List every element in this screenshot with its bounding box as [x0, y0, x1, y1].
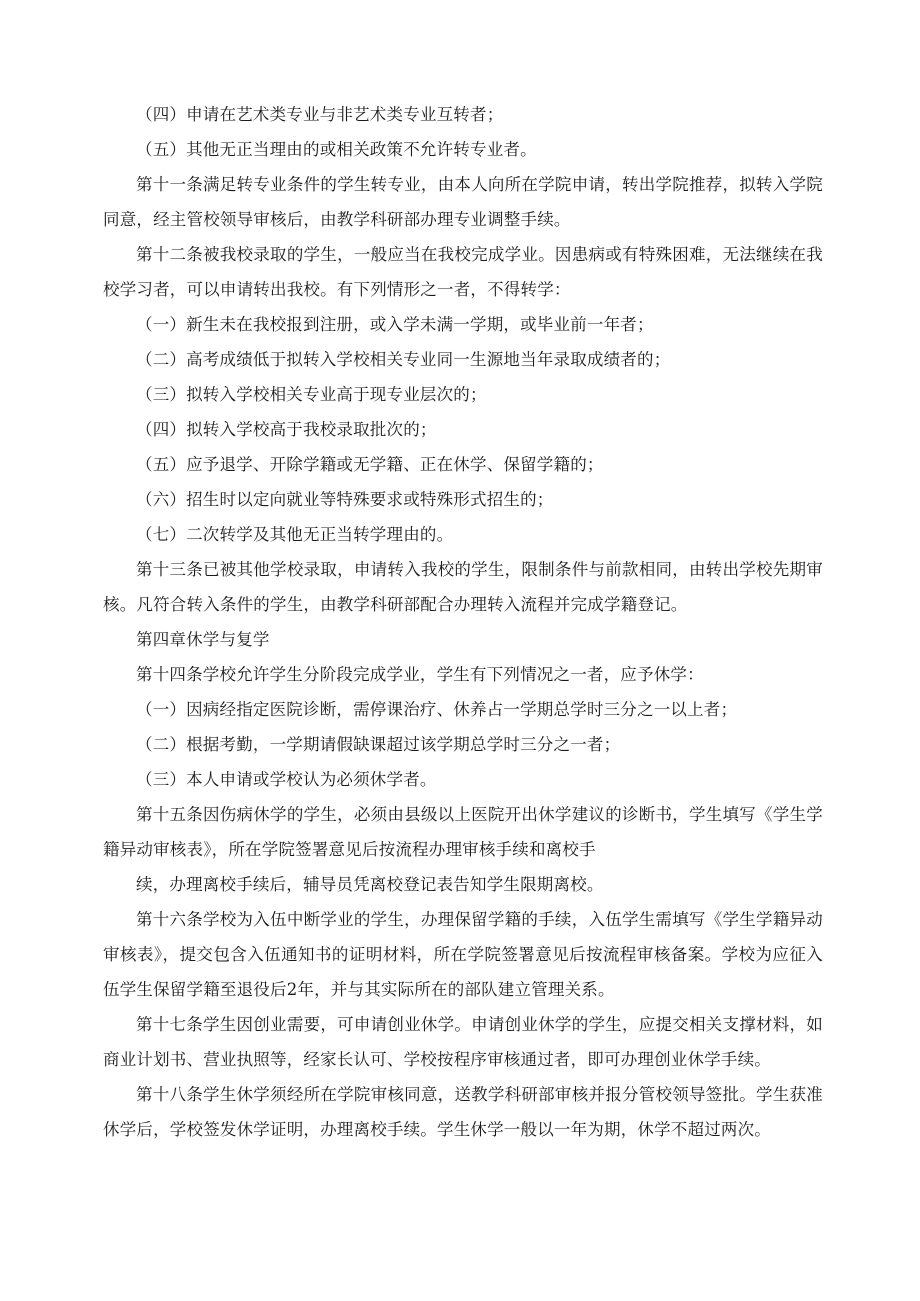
- paragraph-8: （四）拟转入学校高于我校录取批次的；: [136, 420, 437, 439]
- paragraph-3: 第十一条满足转专业条件的学生转专业，由本人向所在学院申请，转出学院推荐，拟转入学院同意，经主管校领导审核后，由教学科研部办理专业调整手续。: [103, 175, 823, 229]
- paragraph-20: 第十六条学校为入伍中断学业的学生，办理保留学籍的手续，入伍学生需填写《学生学籍异动审核表》，提交包含入伍通知书的证明材料，所在学院签署意见后按流程审核备案。学校为应征入伍学生保留学籍至退役后2年，并与其实际所在的部队建立管理关系。: [103, 910, 823, 999]
- paragraph-7: （三）拟转入学校相关专业高于现专业层次的；: [136, 385, 487, 404]
- paragraph-19: 续，办理离校手续后，辅导员凭离校登记表告知学生限期离校。: [136, 875, 604, 894]
- paragraph-14: 第十四条学校允许学生分阶段完成学业，学生有下列情况之一者，应予休学：: [136, 665, 704, 684]
- paragraph-17: （三）本人申请或学校认为必须休学者。: [136, 770, 437, 789]
- paragraph-4: 第十二条被我校录取的学生，一般应当在我校完成学业。因患病或有特殊困难，无法继续在我校学习者，可以申请转出我校。有下列情形之一者，不得转学：: [103, 245, 823, 299]
- paragraph-21: 第十七条学生因创业需要，可申请创业休学。申请创业休学的学生，应提交相关支撑材料，如商业计划书、营业执照等，经家长认可、学校按程序审核通过者，即可办理创业休学手续。: [103, 1015, 823, 1069]
- paragraph-15: （一）因病经指定医院诊断，需停课治疗、休养占一学期总学时三分之一以上者；: [136, 700, 738, 719]
- paragraph-1: （四）申请在艺术类专业与非艺术类专业互转者；: [136, 105, 504, 124]
- paragraph-5: （一）新生未在我校报到注册，或入学未满一学期，或毕业前一年者；: [136, 315, 654, 334]
- paragraph-11: （七）二次转学及其他无正当转学理由的。: [136, 525, 454, 544]
- paragraph-22: 第十八条学生休学须经所在学院审核同意，送教学科研部审核并报分管校领导签批。学生获准休学后，学校签发休学证明，办理离校手续。学生休学一般以一年为期，休学不超过两次。: [103, 1085, 823, 1139]
- paragraph-2: （五）其他无正当理由的或相关政策不允许转专业者。: [136, 140, 537, 159]
- chapter-heading: 第四章休学与复学: [136, 630, 270, 649]
- paragraph-9: （五）应予退学、开除学籍或无学籍、正在休学、保留学籍的；: [136, 455, 604, 474]
- paragraph-6: （二）高考成绩低于拟转入学校相关专业同一生源地当年录取成绩者的；: [136, 350, 671, 369]
- paragraph-12: 第十三条已被其他学校录取，申请转入我校的学生，限制条件与前款相同，由转出学校先期审核。凡符合转入条件的学生，由教学科研部配合办理转入流程并完成学籍登记。: [103, 560, 823, 614]
- document-body: [103, 97, 823, 1147]
- paragraph-10: （六）招生时以定向就业等特殊要求或特殊形式招生的；: [136, 490, 554, 509]
- paragraph-16: （二）根据考勤，一学期请假缺课超过该学期总学时三分之一者；: [136, 735, 621, 754]
- paragraph-18: 第十五条因伤病休学的学生，必须由县级以上医院开出休学建议的诊断书，学生填写《学生学籍异动审核表》，所在学院签署意见后按流程办理审核手续和离校手: [103, 805, 823, 859]
